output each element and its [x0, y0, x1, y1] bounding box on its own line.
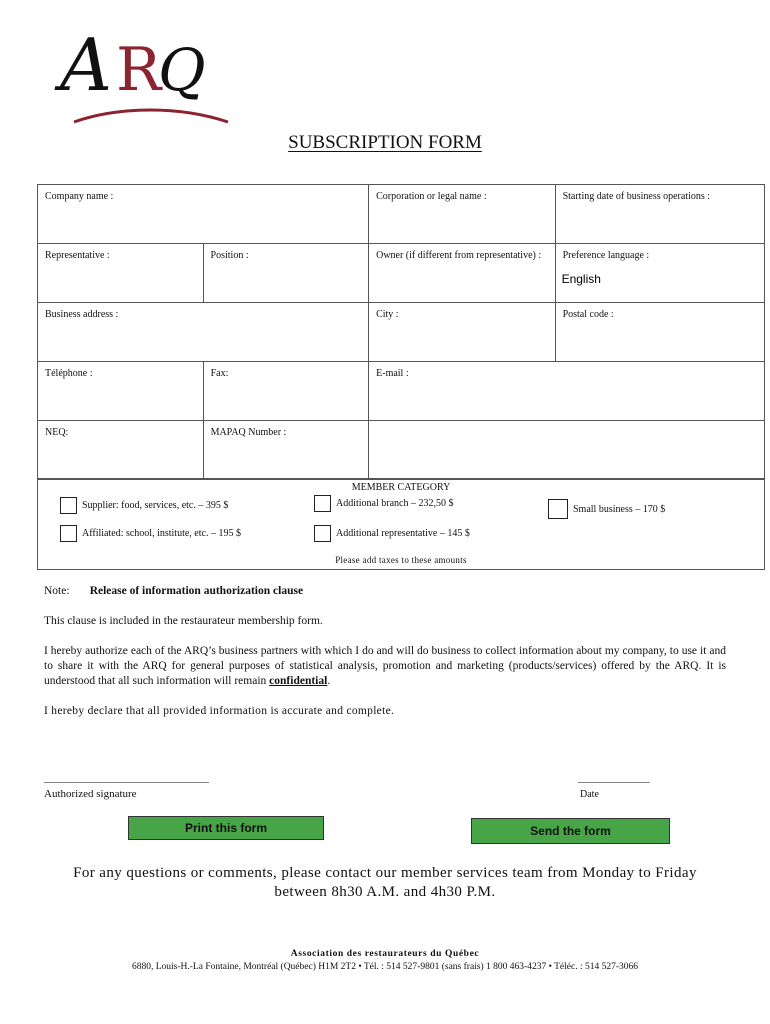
additional-branch-option[interactable]: Additional branch – 232,50 $: [314, 495, 453, 512]
neq-field[interactable]: NEQ:: [38, 421, 204, 479]
svg-text:Q: Q: [158, 36, 206, 104]
preference-language-value: English: [561, 272, 601, 286]
arq-logo-icon: [40, 18, 240, 138]
date-label: Date: [580, 789, 599, 800]
print-button[interactable]: Print this form: [128, 816, 324, 840]
representative-field[interactable]: Representative :: [38, 244, 204, 302]
mapaq-field[interactable]: MAPAQ Number :: [204, 421, 370, 479]
company-name-field[interactable]: Company name :: [38, 185, 369, 243]
taxes-note: Please add taxes to these amounts: [335, 555, 467, 565]
owner-field[interactable]: Owner (if different from representative) :: [369, 244, 555, 302]
corporation-field[interactable]: Corporation or legal name :: [369, 185, 556, 243]
contact-info: [0, 864, 770, 902]
clause-heading: Note: Release of information authorization clause: [44, 585, 304, 597]
start-date-field[interactable]: Starting date of business operations :: [562, 191, 711, 202]
supplier-checkbox[interactable]: [60, 497, 77, 514]
signature-line[interactable]: ______________________________: [44, 772, 209, 784]
member-category-header: MEMBER CATEGORY: [351, 482, 451, 493]
footer: [0, 948, 770, 974]
contact-line-1: For any questions or comments, please contact our member services team from Monday to Friday: [73, 865, 697, 881]
subscription-form: [37, 184, 765, 480]
member-category: [37, 478, 765, 570]
additional-rep-option[interactable]: Additional representative – 145 $: [314, 525, 470, 542]
date-line[interactable]: _____________: [578, 772, 650, 784]
city-field[interactable]: City :: [369, 303, 556, 361]
footer-org: Association des restaurateurs du Québec: [290, 949, 480, 959]
page-title: SUBSCRIPTION FORM: [288, 132, 482, 153]
preference-language-field[interactable]: Preference language : English: [561, 250, 650, 286]
clause-intro: This clause is included in the restaurateur membership form.: [44, 615, 323, 627]
small-business-option[interactable]: Small business – 170 $: [548, 499, 665, 519]
send-button[interactable]: Send the form: [471, 818, 670, 844]
additional-branch-checkbox[interactable]: [314, 495, 331, 512]
affiliated-option[interactable]: Affiliated: school, institute, etc. – 195 $: [60, 525, 241, 542]
declaration-text: I hereby declare that all provided information is accurate and complete.: [44, 705, 395, 717]
business-address-field[interactable]: Business address :: [38, 303, 369, 361]
telephone-field[interactable]: Téléphone :: [38, 362, 204, 420]
mapaq-value-field[interactable]: [369, 421, 764, 479]
position-field[interactable]: Position :: [204, 244, 370, 302]
svg-text:R: R: [116, 35, 162, 105]
footer-address: 6880, Louis-H.-La Fontaine, Montréal (Québec) H1M 2T2 • Tél. : 514 527-9801 (sans frais) 1 800 463-4237 • Téléc. : 514 527-3066: [131, 962, 638, 972]
contact-line-2: between 8h30 A.M. and 4h30 P.M.: [274, 884, 496, 900]
clause-body: I hereby authorize each of the ARQ’s business partners with which I do and will do business to collect information about my company, to use it and to share it with the ARQ for general purposes of statistical analysis, promotion and marketing (products/services) offered by the ARQ. It is understood that all such information will remain confidential.: [44, 645, 726, 687]
email-field[interactable]: E-mail :: [376, 368, 409, 379]
signature-label: Authorized signature: [44, 788, 137, 800]
supplier-option[interactable]: Supplier: food, services, etc. – 395 $: [60, 497, 228, 514]
fax-field[interactable]: Fax:: [204, 362, 370, 420]
postal-code-field[interactable]: Postal code :: [562, 309, 614, 320]
svg-text:A: A: [60, 23, 112, 107]
additional-rep-checkbox[interactable]: [314, 525, 331, 542]
affiliated-checkbox[interactable]: [60, 525, 77, 542]
small-business-checkbox[interactable]: [548, 499, 568, 519]
